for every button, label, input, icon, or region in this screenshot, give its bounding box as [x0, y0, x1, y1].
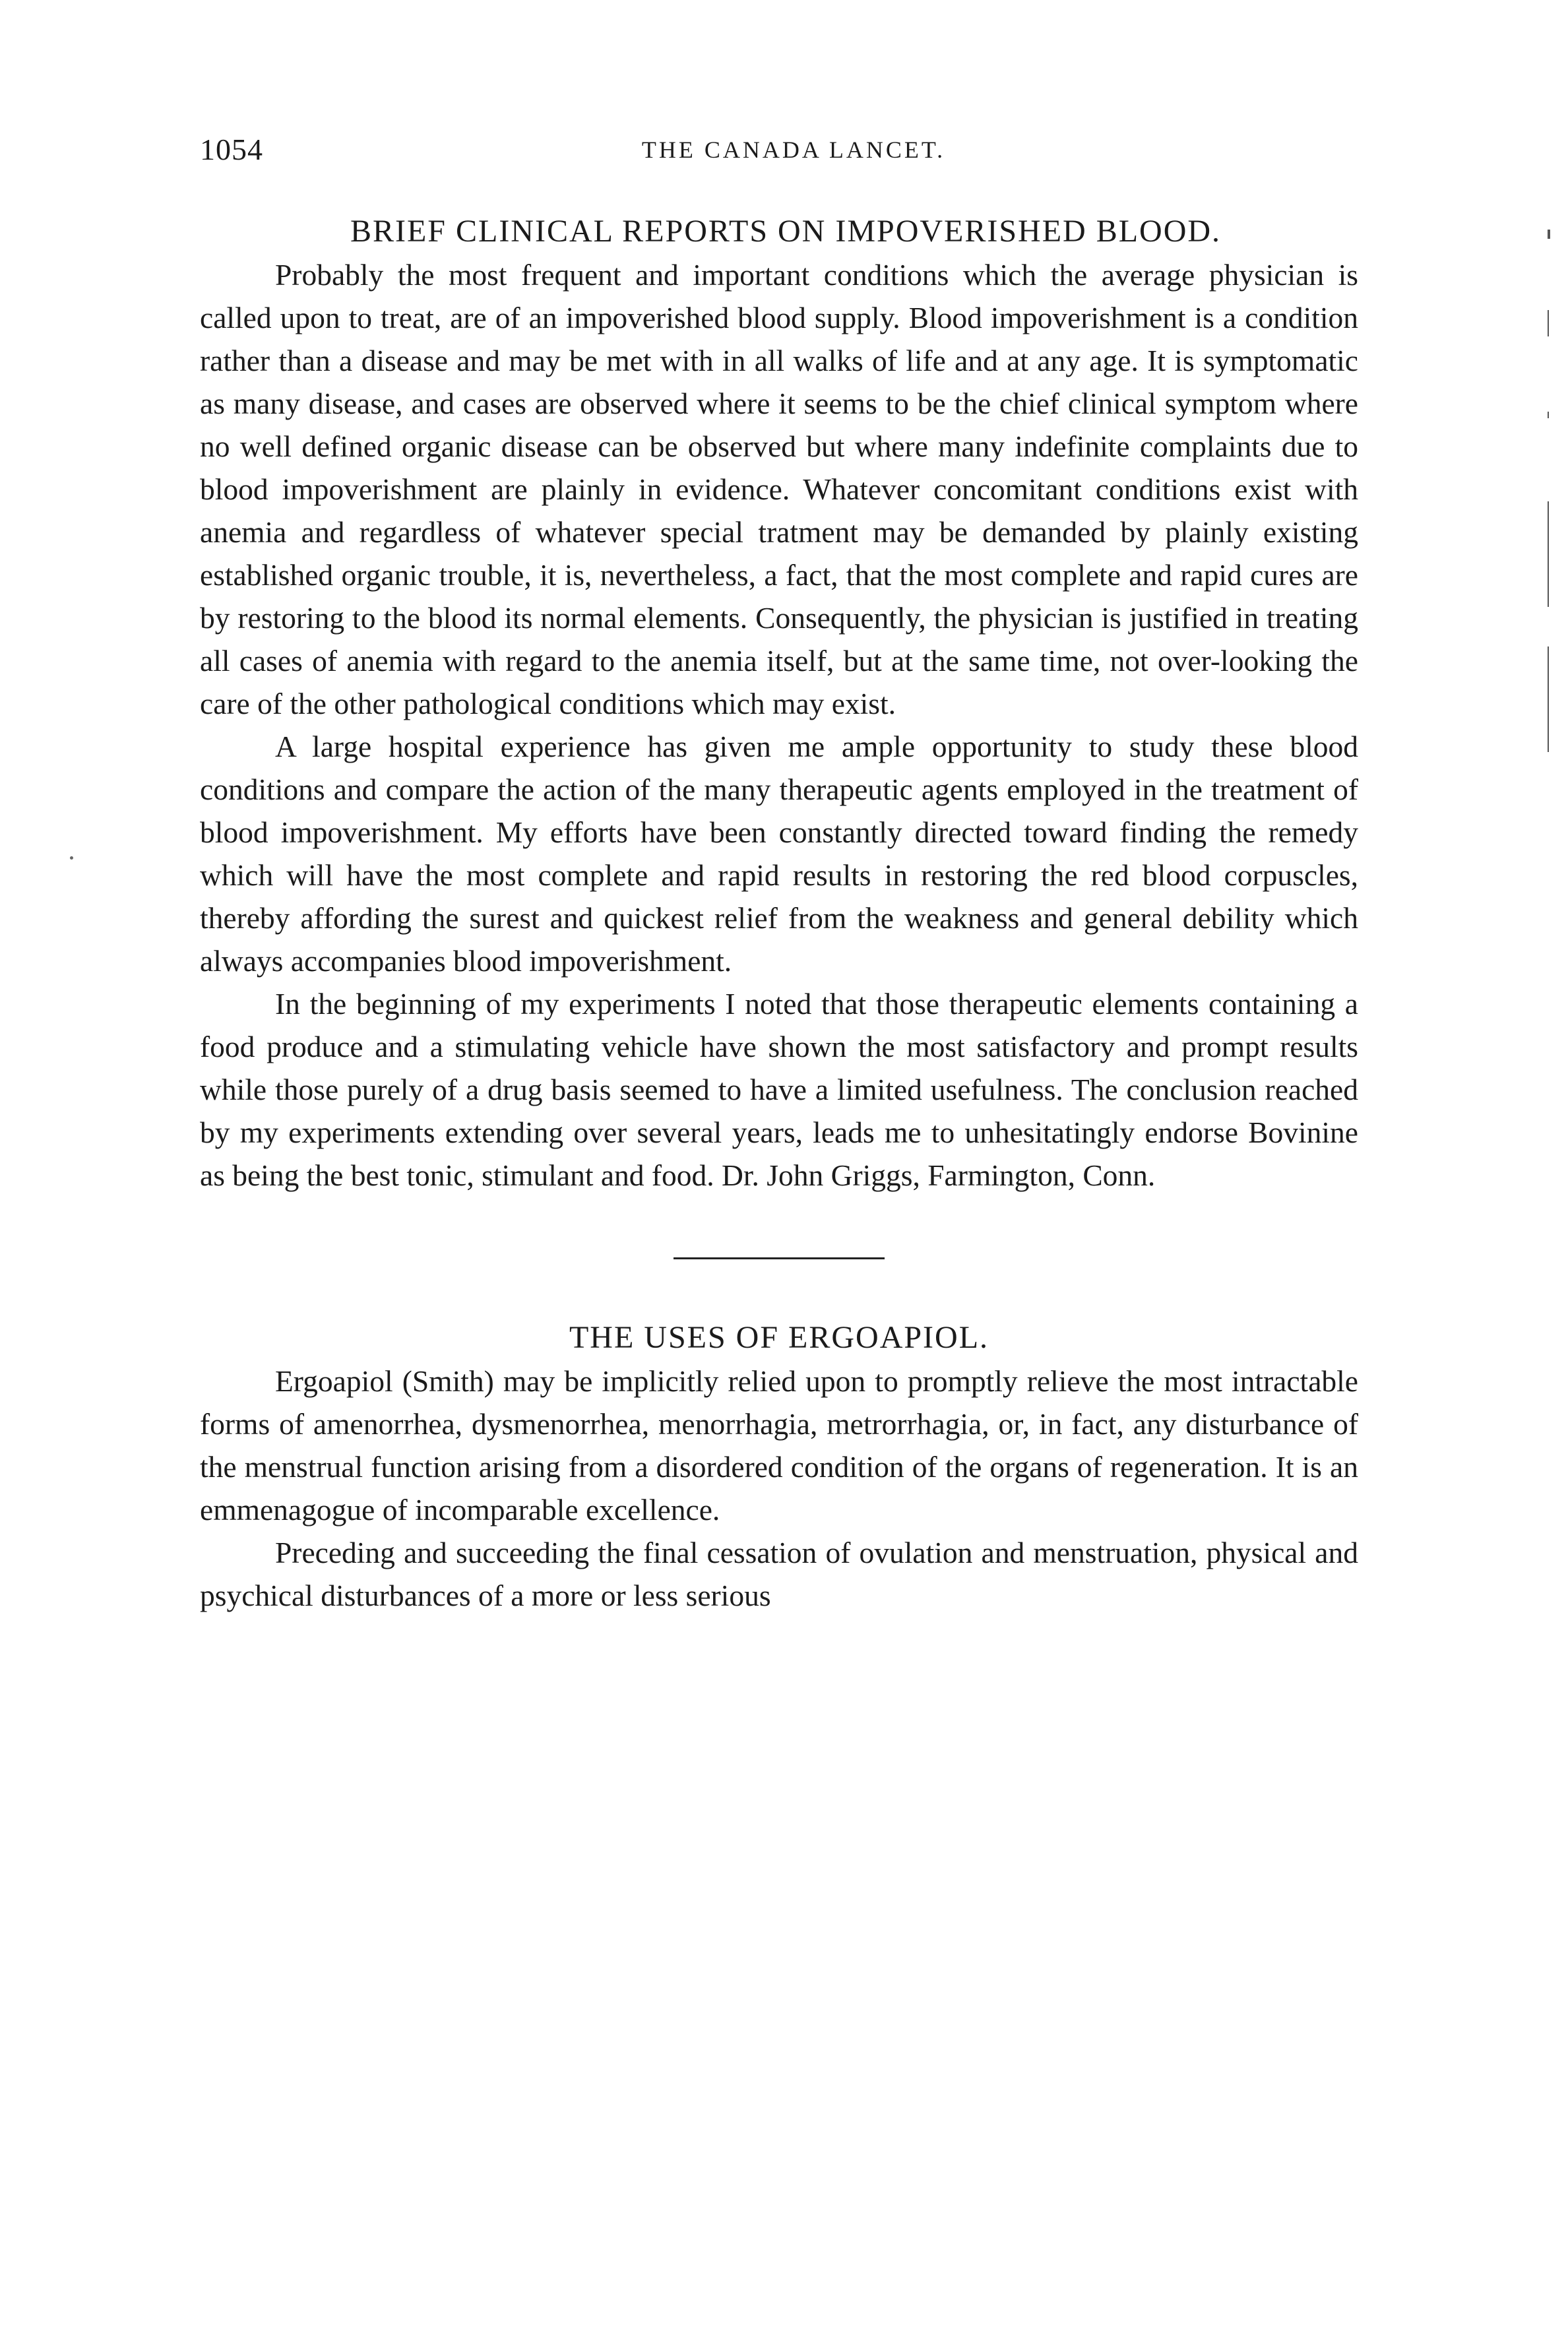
paragraph: Preceding and succeeding the final cessation of ovulation and menstruation, physical and psychical disturbances of a more or less serious: [200, 1536, 1358, 1612]
paragraph: Ergoapiol (Smith) may be implicitly relied upon to promptly relieve the most intractable forms of amenorrhea, dysmenorrhea, menorrhagia, metrorrhagia, or, in fact, any disturbance of the menstrual function arising from a disordered condition of the organs of regeneration. It is an emmenagogue of incomparable excellence.: [200, 1364, 1358, 1527]
paragraph: A large hospital experience has given me ample opportunity to study these blood conditions and compare the action of the many therapeutic agents employed in the treatment of blood impoverishment. My efforts have been constantly directed toward finding the remedy which will have the most complete and rapid results in restoring the red blood corpuscles, thereby affording the surest and quickest relief from the weakness and general debility which always accompanies blood impoverishment.: [200, 730, 1358, 978]
article-title: THE USES OF ERGOAPIOL.: [569, 1320, 989, 1355]
scan-mark: [1548, 501, 1549, 607]
paragraph: In the beginning of my experiments I noted that those therapeutic elements containing a food produce and a stimulating vehicle have shown the most satisfactory and prompt results while those purely of a drug basis seemed to have a limited usefulness. The conclusion reached by my experiments extending over several years, leads me to unhesitatingly endorse Bovinine as being the best tonic, stimulant and food. Dr. John Griggs, Farmington, Conn.: [200, 987, 1358, 1192]
article-ergoapiol: [200, 1316, 1358, 1617]
section-divider: [674, 1257, 885, 1259]
scan-mark: [1548, 230, 1550, 239]
article-impoverished-blood: [200, 210, 1358, 1197]
journal-title: THE CANADA LANCET.: [641, 137, 946, 163]
running-header: [200, 132, 1361, 172]
paragraph: Probably the most frequent and important conditions which the average physician is called upon to treat, are of an impoverished blood supply. Blood impoverishment is a condition rather than a disease and may be met with in all walks of life and at any age. It is symptomatic as many disease, and cases are observed where it seems to be the chief clinical symptom where no well defined organic disease can be observed but where many indefinite complaints due to blood impoverishment are plainly in evidence. Whatever concomitant conditions exist with anemia and regardless of whatever special tratment may be demanded by plainly existing established organic trouble, it is, nevertheless, a fact, that the most complete and rapid cures are by restoring to the blood its normal elements. Consequently, the physician is justified in treating all cases of anemia with regard to the anemia itself, but at the same time, not over-looking the care of the other pathological conditions which may exist.: [200, 258, 1358, 720]
scan-mark: [1548, 310, 1549, 336]
scan-mark: [1548, 412, 1549, 418]
page-number: 1054: [200, 133, 263, 166]
scan-edge-marks: [1544, 224, 1557, 765]
scan-mark: [1548, 646, 1549, 752]
scan-speck: [70, 856, 73, 860]
page-content: [200, 210, 1358, 1617]
article-title: BRIEF CLINICAL REPORTS ON IMPOVERISHED BLOOD.: [350, 214, 1222, 249]
